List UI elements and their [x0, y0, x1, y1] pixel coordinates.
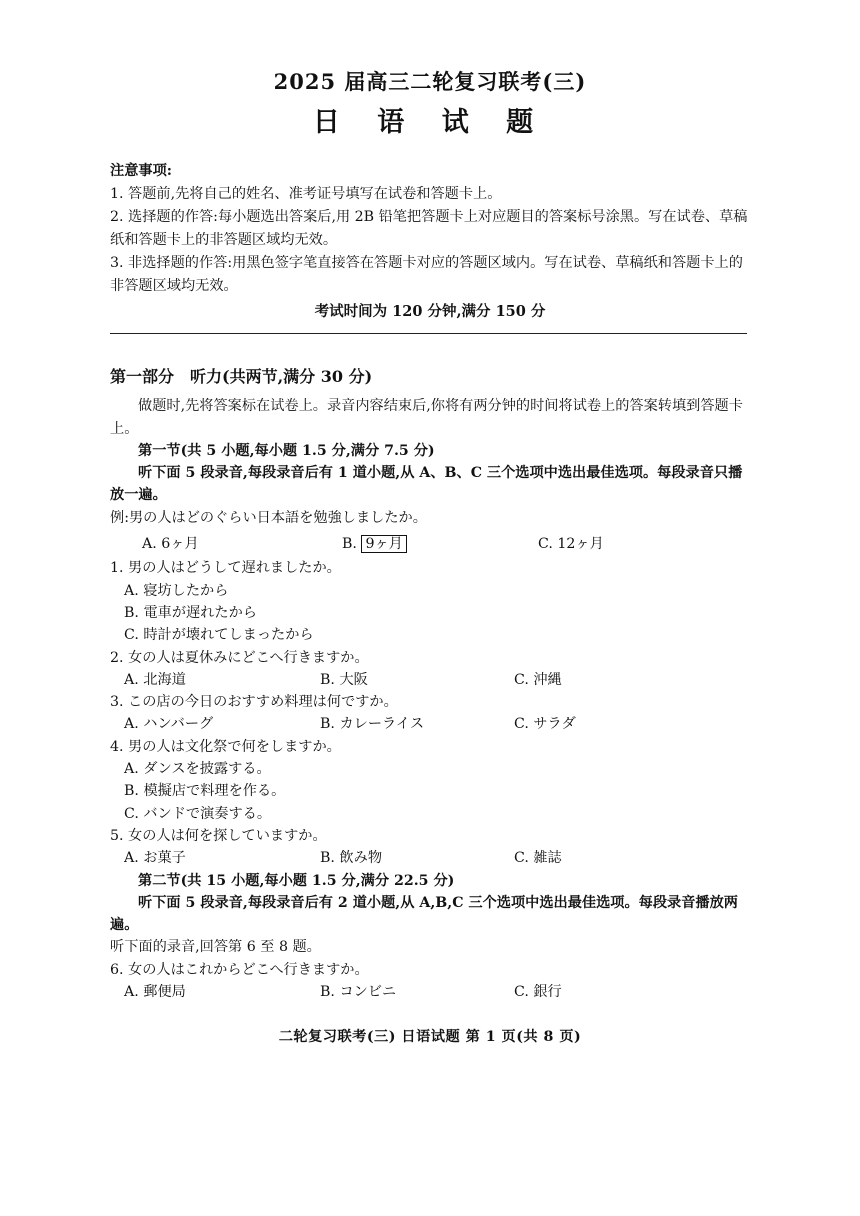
part-label: 第一部分	[110, 367, 175, 386]
options-row	[110, 669, 750, 691]
option-c: C. サラダ	[514, 716, 576, 733]
section1-title: 第一节(共 5 小题,每小题 1.5 分,满分 7.5 分)	[138, 442, 435, 459]
section2-lead: 听下面的录音,回答第 6 至 8 题。	[110, 939, 321, 956]
notes-heading: 注意事项:	[110, 163, 172, 179]
example-answer-box: 9ヶ月	[361, 535, 406, 553]
question: 2. 女の人は夏休みにどこへ行きますか。	[110, 649, 369, 666]
example-options	[110, 533, 750, 555]
options-row	[110, 847, 750, 869]
option-b: B. カレーライス	[320, 716, 425, 733]
option-c: C. 銀行	[514, 984, 562, 1001]
option-a: A. ハンバーグ	[124, 716, 214, 733]
part-intro: 做题时,先将答案标在试卷上。录音内容结束后,你将有两分钟的时间将试卷上的答案转填到答题卡上。	[110, 398, 743, 437]
option-c: C. バンドで演奏する。	[124, 805, 272, 822]
option-a: A. 寝坊したから	[124, 582, 229, 599]
option-b: B. 飲み物	[320, 850, 383, 867]
page-footer: 二轮复习联考(三) 日语试题 第 1 页(共 8 页)	[278, 1029, 582, 1045]
option-c: C. 雑誌	[514, 850, 562, 867]
note-item: 2. 选择题的作答:每小题选出答案后,用 2B 铅笔把答题卡上对应题目的答案标号涂黑。写在试卷、草稿纸和答题卡上的非答题区域均无效。	[110, 209, 748, 248]
option-b: B. 電車が遅れたから	[124, 604, 257, 621]
options-row	[110, 713, 750, 735]
note-item: 3. 非选择题的作答:用黑色签字笔直接答在答题卡对应的答题区域内。写在试卷、草稿纸和答题卡上的非答题区域均无效。	[110, 255, 743, 294]
example-option-b	[342, 533, 538, 555]
options-row	[110, 981, 750, 1003]
section2-instructions: 听下面 5 段录音,每段录音后有 2 道小题,从 A,B,C 三个选项中选出最佳选项。每段录音播放两遍。	[110, 894, 738, 934]
note-item: 1. 答题前,先将自己的姓名、准考证号填写在试卷和答题卡上。	[110, 186, 502, 202]
option-b: B. 模擬店で料理を作る。	[124, 783, 286, 800]
question: 3. この店の今日のおすすめ料理は何ですか。	[110, 694, 398, 711]
option-c: C. 沖縄	[514, 671, 562, 688]
question: 1. 男の人はどうして遅れましたか。	[110, 560, 341, 577]
example-question: 例:男の人はどのぐらい日本語を勉強しましたか。	[110, 509, 427, 526]
example-option-b-prefix: B.	[342, 536, 357, 553]
option-a: A. 北海道	[124, 671, 186, 688]
option-a: A. ダンスを披露する。	[124, 761, 271, 778]
example-option-c: C. 12ヶ月	[538, 536, 604, 553]
exam-time: 考试时间为 120 分钟,满分 150 分	[314, 303, 546, 320]
question: 5. 女の人は何を探していますか。	[110, 827, 327, 844]
question: 4. 男の人は文化祭で何をしますか。	[110, 738, 341, 755]
question: 6. 女の人はこれからどこへ行きますか。	[110, 961, 369, 978]
option-b: B. コンビニ	[320, 984, 397, 1001]
divider	[110, 333, 747, 334]
option-a: A. 郵便局	[124, 984, 186, 1001]
notes-block	[110, 160, 750, 298]
option-a: A. お菓子	[124, 850, 186, 867]
section1-instructions: 听下面 5 段录音,每段录音后有 1 道小题,从 A、B、C 三个选项中选出最佳选项。每段录音只播放一遍。	[110, 465, 743, 504]
subject-title: 日 语 试 题	[312, 107, 548, 138]
part-title: 听力(共两节,满分 30 分)	[190, 367, 373, 386]
part-heading	[110, 366, 750, 388]
listening-part	[110, 366, 750, 1003]
section2-title: 第二节(共 15 小题,每小题 1.5 分,满分 22.5 分)	[138, 872, 455, 889]
option-b: B. 大阪	[320, 671, 368, 688]
example-option-a: A. 6ヶ月	[142, 536, 199, 553]
option-c: C. 時計が壊れてしまったから	[124, 627, 314, 644]
exam-title: 2025 届高三二轮复习联考(三)	[273, 69, 587, 94]
